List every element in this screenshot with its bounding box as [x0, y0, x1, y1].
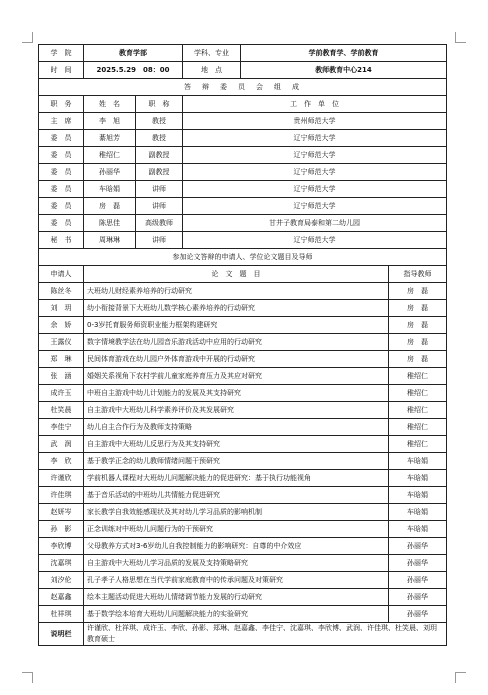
thesis-applicant: 孙 影: [39, 521, 84, 538]
thesis-applicant: 成许玉: [39, 385, 84, 402]
thesis-title: 婚姻关系视角下农村学前儿童家庭养育压力及其应对研究: [84, 368, 389, 385]
thesis-advisor: 稚绍仁: [389, 436, 447, 453]
thesis-title: 孔子孝子人格思想在当代学前家庭教育中的传承问题及对策研究: [84, 572, 389, 589]
college-label: 学 院: [39, 45, 84, 62]
member-role: 秘 书: [39, 232, 84, 249]
thesis-title: 基于音乐活动的中班幼儿共情能力促进研究: [84, 487, 389, 504]
thesis-title: 自主游戏中大班幼儿反思行为及其支持研究: [84, 436, 389, 453]
thesis-advisor: 房 磊: [389, 334, 447, 351]
member-unit: 辽宁师范大学: [183, 198, 447, 215]
thesis-applicant: 刘汐伦: [39, 572, 84, 589]
member-unit: 辽宁师范大学: [183, 181, 447, 198]
member-unit: 辽宁师范大学: [183, 147, 447, 164]
thesis-applicant: 杜笑晨: [39, 402, 84, 419]
thesis-advisor: 车晗娟: [389, 453, 447, 470]
thesis-advisor: 孙丽华: [389, 572, 447, 589]
member-role: 委 员: [39, 198, 84, 215]
member-role: 主 席: [39, 113, 84, 130]
thesis-title: 民间体育游戏在幼儿园户外体育游戏中开展的行动研究: [84, 351, 389, 368]
thesis-row: [39, 555, 447, 572]
committee-member-row: [39, 215, 447, 232]
thesis-applicant: 许谨欣: [39, 470, 84, 487]
place-value: 教师教育中心214: [241, 62, 447, 79]
thesis-title: 中班自主游戏中幼儿计划能力的发展及其支持研究: [84, 385, 389, 402]
committee-header-row: [39, 96, 447, 113]
committee-member-row: [39, 130, 447, 147]
thesis-title: 大班幼儿财经素养培养的行动研究: [84, 283, 389, 300]
thesis-row: [39, 283, 447, 300]
thesis-advisor: 房 磊: [389, 317, 447, 334]
committee-title: 答 辩 委 员 会 组 成: [39, 79, 447, 96]
thesis-applicant: 沈嘉琪: [39, 555, 84, 572]
thesis-advisor: 孙丽华: [389, 589, 447, 606]
thesis-row: [39, 334, 447, 351]
defense-schedule-table: [38, 44, 447, 646]
info-row-college: [39, 45, 447, 62]
major-label: 学科、专业: [183, 45, 241, 62]
member-role: 委 员: [39, 215, 84, 232]
thesis-row: [39, 487, 447, 504]
thesis-row: [39, 589, 447, 606]
thesis-advisor: 房 磊: [389, 351, 447, 368]
thesis-applicant: 刘 玥: [39, 300, 84, 317]
thesis-applicant: 赵嘉鑫: [39, 589, 84, 606]
crop-mark-bottom-right: [455, 672, 466, 683]
thesis-title: 自主游戏中大班幼儿学习品质的发展及支持策略研究: [84, 555, 389, 572]
thesis-row: [39, 470, 447, 487]
thesis-advisor: 车晗娟: [389, 470, 447, 487]
thesis-applicant: 李欣博: [39, 538, 84, 555]
theses-title: 参加论文答辩的申请人、学位论文题目及导师: [39, 249, 447, 266]
college-value: 教育学部: [84, 45, 183, 62]
thesis-row: [39, 351, 447, 368]
committee-member-row: [39, 198, 447, 215]
place-label: 地 点: [183, 62, 241, 79]
thesis-advisor: 车晗娟: [389, 487, 447, 504]
crop-mark-bottom-left: [22, 672, 33, 683]
thesis-applicant: 张 涵: [39, 368, 84, 385]
committee-header-name: 姓 名: [84, 96, 136, 113]
notes-row: [39, 623, 447, 646]
thesis-advisor: 孙丽华: [389, 606, 447, 623]
committee-header-rank: 职 称: [136, 96, 183, 113]
theses-header-row: [39, 266, 447, 283]
thesis-applicant: 武 润: [39, 436, 84, 453]
thesis-advisor: 房 磊: [389, 283, 447, 300]
thesis-row: [39, 572, 447, 589]
thesis-row: [39, 317, 447, 334]
thesis-applicant: 陈丝冬: [39, 283, 84, 300]
member-rank: 教授: [136, 113, 183, 130]
thesis-advisor: 稚绍仁: [389, 402, 447, 419]
member-rank: 讲师: [136, 198, 183, 215]
thesis-advisor: 车晗娟: [389, 521, 447, 538]
table-body: [39, 45, 447, 646]
member-name: 周琳琳: [84, 232, 136, 249]
thesis-applicant: 李佳宁: [39, 419, 84, 436]
member-unit: 甘井子教育局泰和第二幼儿园: [183, 215, 447, 232]
member-name: 稚绍仁: [84, 147, 136, 164]
member-role: 委 员: [39, 130, 84, 147]
thesis-row: [39, 300, 447, 317]
member-unit: 贵州师范大学: [183, 113, 447, 130]
notes-label: 说明栏: [39, 623, 84, 646]
member-name: 李 旭: [84, 113, 136, 130]
time-value: 2025.5.29 08：00: [84, 62, 183, 79]
member-unit: 辽宁师范大学: [183, 232, 447, 249]
thesis-title: 家长教学自我效能感现状及其对幼儿学习品质的影响机制: [84, 504, 389, 521]
member-rank: 讲师: [136, 232, 183, 249]
committee-member-row: [39, 113, 447, 130]
member-rank: 副教授: [136, 147, 183, 164]
member-name: 綦旭芳: [84, 130, 136, 147]
crop-mark-top-right: [455, 32, 466, 43]
info-row-time: [39, 62, 447, 79]
thesis-row: [39, 521, 447, 538]
thesis-applicant: 李 欣: [39, 453, 84, 470]
member-role: 委 员: [39, 147, 84, 164]
thesis-row: [39, 606, 447, 623]
member-role: 委 员: [39, 164, 84, 181]
notes-text: 许谨欣、杜祥琪、成许玉、李欣、孙影、郑琳、赵嘉鑫、李佳宁、沈嘉琪、李欣博、武润、许佳琪、杜笑晨、刘玥教育硕士: [84, 623, 447, 646]
thesis-title: 父母教养方式对3-6岁幼儿自我控制能力的影响研究：自尊的中介效应: [84, 538, 389, 555]
member-name: 车晗娟: [84, 181, 136, 198]
committee-header-unit: 工 作 单 位: [183, 96, 447, 113]
thesis-advisor: 稚绍仁: [389, 368, 447, 385]
thesis-title: 基于教学正念的幼儿教师情绪问题干预研究: [84, 453, 389, 470]
thesis-row: [39, 504, 447, 521]
member-rank: 讲师: [136, 181, 183, 198]
thesis-title: 数字情境教学法在幼儿园音乐游戏活动中应用的行动研究: [84, 334, 389, 351]
thesis-advisor: 房 磊: [389, 300, 447, 317]
committee-member-row: [39, 164, 447, 181]
thesis-applicant: 郑 琳: [39, 351, 84, 368]
thesis-advisor: 稚绍仁: [389, 419, 447, 436]
member-rank: 副教授: [136, 164, 183, 181]
thesis-row: [39, 402, 447, 419]
thesis-title: 正念训练对中班幼儿问题行为的干预研究: [84, 521, 389, 538]
thesis-title: 幼小衔接背景下大班幼儿数学核心素养培养的行动研究: [84, 300, 389, 317]
thesis-advisor: 稚绍仁: [389, 385, 447, 402]
member-unit: 辽宁师范大学: [183, 164, 447, 181]
member-name: 房 磊: [84, 198, 136, 215]
thesis-title: 自主游戏中大班幼儿科学素养评价及其发展研究: [84, 402, 389, 419]
member-name: 孙丽华: [84, 164, 136, 181]
thesis-applicant: 王露仪: [39, 334, 84, 351]
thesis-row: [39, 538, 447, 555]
committee-title-row: [39, 79, 447, 96]
member-unit: 辽宁师范大学: [183, 130, 447, 147]
thesis-applicant: 杜祥琪: [39, 606, 84, 623]
theses-header-advisor: 指导教师: [389, 266, 447, 283]
committee-member-row: [39, 147, 447, 164]
thesis-row: [39, 385, 447, 402]
thesis-row: [39, 453, 447, 470]
thesis-advisor: 孙丽华: [389, 538, 447, 555]
thesis-title: 基于数学绘本培育大班幼儿问题解决能力的实验研究: [84, 606, 389, 623]
thesis-title: 绘本主题活动促进大班幼儿情绪调节能力发展的行动研究: [84, 589, 389, 606]
member-name: 陈思佳: [84, 215, 136, 232]
committee-member-row: [39, 181, 447, 198]
time-label: 时 间: [39, 62, 84, 79]
member-role: 委 员: [39, 181, 84, 198]
thesis-row: [39, 419, 447, 436]
committee-member-row: [39, 232, 447, 249]
thesis-applicant: 许佳琪: [39, 487, 84, 504]
thesis-row: [39, 436, 447, 453]
major-value: 学前教育学、学前教育: [241, 45, 447, 62]
theses-title-row: [39, 249, 447, 266]
thesis-advisor: 孙丽华: [389, 555, 447, 572]
theses-header-applicant: 申请人: [39, 266, 84, 283]
thesis-applicant: 赵妍岑: [39, 504, 84, 521]
committee-header-role: 职 务: [39, 96, 84, 113]
thesis-row: [39, 368, 447, 385]
crop-mark-top-left: [22, 32, 33, 43]
thesis-applicant: 余 娇: [39, 317, 84, 334]
thesis-title: 幼儿自主合作行为及教师支持策略: [84, 419, 389, 436]
thesis-title: 0-3岁托育服务师资职业能力框架构建研究: [84, 317, 389, 334]
theses-header-title: 论 文 题 目: [84, 266, 389, 283]
member-rank: 教授: [136, 130, 183, 147]
thesis-advisor: 车晗娟: [389, 504, 447, 521]
thesis-title: 学前机器人课程对大班幼儿问题解决能力的促进研究：基于执行功能视角: [84, 470, 389, 487]
member-rank: 高级教师: [136, 215, 183, 232]
